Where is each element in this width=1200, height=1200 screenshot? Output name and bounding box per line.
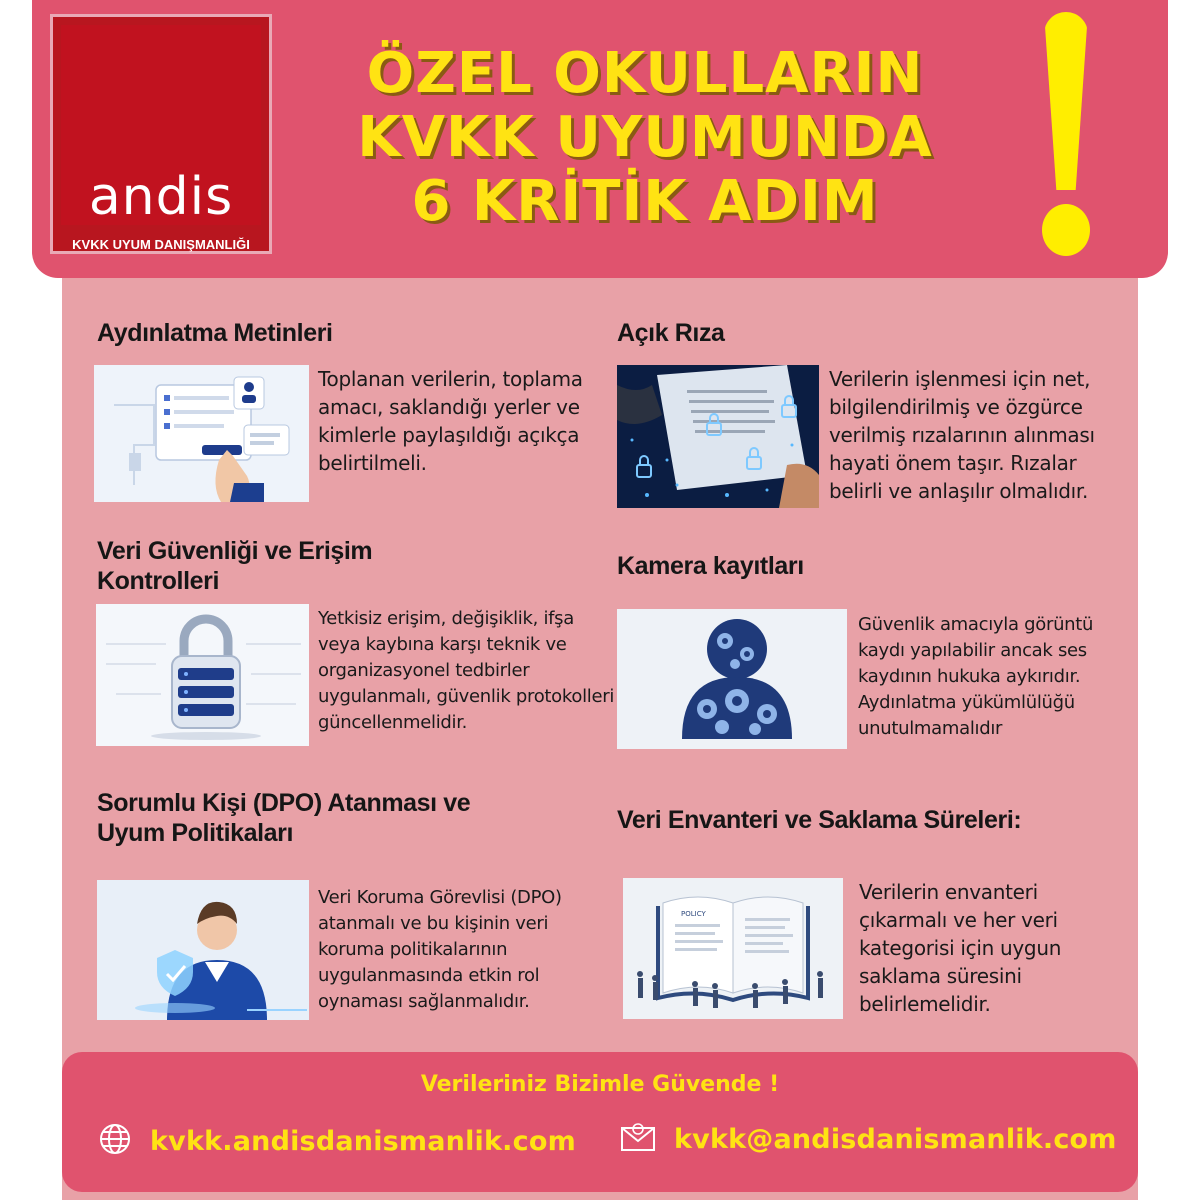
footer-slogan: Verileriniz Bizimle Güvende ! [420, 1072, 780, 1097]
website-contact[interactable] [98, 1122, 576, 1161]
policy-book-icon [623, 878, 843, 1019]
section-title-acik-riza: Açık Rıza [617, 319, 725, 347]
locks-document-icon [617, 365, 819, 508]
section-title-aydinlatma: Aydınlatma Metinleri [97, 319, 333, 347]
section-title-veri-envanteri: Veri Envanteri ve Saklama Süreleri: [617, 806, 1022, 834]
email-link[interactable]: kvkk@andisdanismanlik.com [674, 1124, 1117, 1155]
section-title-veri-guvenligi: Veri Güvenliği ve Erişim Kontrolleri [97, 537, 373, 595]
padlock-server-icon [96, 604, 309, 746]
section-text-veri-guvenligi: Yetkisiz erişim, değişiklik, ifşa veya kaybına karşı teknik ve organizasyonel tedbirler uygulanmalı, güvenlik protokolleri güncellenmelidir. [318, 608, 615, 733]
title-line-1: ÖZEL OKULLARIN [366, 41, 924, 106]
gear-person-icon [617, 609, 847, 749]
section-text-dpo: Veri Koruma Görevlisi (DPO) atanmalı ve bu kişinin veri koruma politikalarının uygulanmasında etkin rol oynaması sağlanmalıdır. [318, 887, 562, 1012]
policy-label: POLICY [681, 910, 706, 918]
dpo-shield-icon [97, 880, 309, 1020]
exclamation-icon [1036, 12, 1096, 262]
section-text-acik-riza: Verilerin işlenmesi için net, bilgilendirilmiş ve özgürce verilmiş rızalarının alınması hayati önem taşır. Rızalar belirli ve anlaşılır olmalıdır. [829, 367, 1095, 503]
footer-bar [62, 1052, 1138, 1192]
andis-logo [50, 14, 272, 254]
logo-text: andis [88, 167, 234, 227]
title-line-3: 6 KRİTİK ADIM [411, 169, 879, 234]
logo-subtitle: KVKK UYUM DANIŞMANLIĞI [72, 237, 250, 252]
section-title-kamera: Kamera kayıtları [617, 552, 804, 580]
email-icon [620, 1122, 656, 1157]
page-title [285, 42, 1005, 234]
website-link[interactable]: kvkk.andisdanismanlik.com [150, 1126, 576, 1157]
section-text-veri-envanteri: Verilerin envanteri çıkarmalı ve her veri kategorisi için uygun saklama süresini belirlemelidir. [859, 880, 1062, 1016]
section-text-kamera: Güvenlik amacıyla görüntü kaydı yapılabilir ancak ses kaydının hukuka aykırıdır. Aydınlatma yükümlülüğü unutulmamalıdır [858, 614, 1094, 739]
document-agree-icon [94, 365, 309, 502]
section-title-dpo: Sorumlu Kişi (DPO) Atanması ve Uyum Politikaları [97, 789, 471, 847]
email-contact[interactable] [620, 1122, 1117, 1157]
title-line-2: KVKK UYUMUNDA [357, 105, 933, 170]
section-text-aydinlatma: Toplanan verilerin, toplama amacı, saklandığı yerler ve kimlerle paylaşıldığı açıkça belirtilmeli. [318, 367, 583, 475]
globe-icon [98, 1122, 132, 1161]
